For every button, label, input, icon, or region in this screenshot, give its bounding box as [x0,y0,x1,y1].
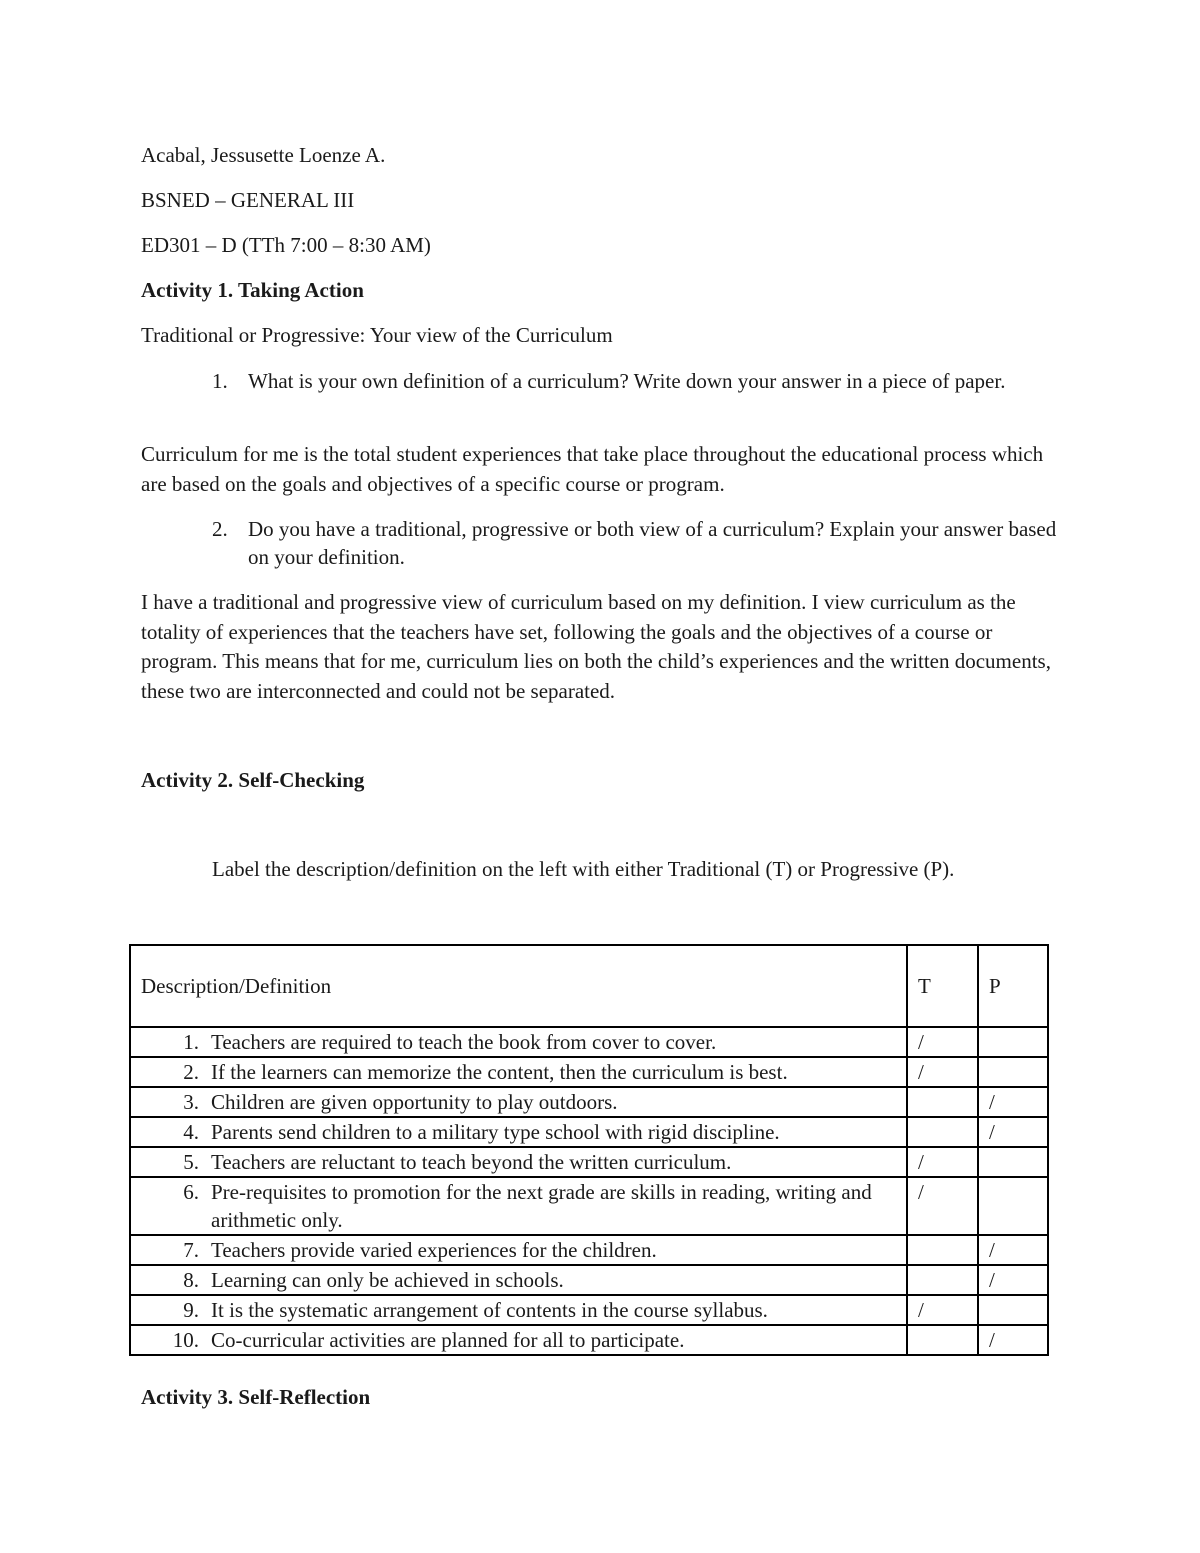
row-mark-p [978,1295,1048,1325]
question-2-text: Do you have a traditional, progressive or both view of a curriculum? Explain your answer based on your definition. [248,517,1057,569]
course-label: BSNED – GENERAL III [141,188,355,212]
row-description [130,1177,907,1235]
row-text: Pre-requisites to promotion for the next grade are skills in reading, writing and arithmetic only. [211,1180,872,1232]
row-number: 10. [172,1328,199,1352]
row-description [130,1235,907,1265]
row-mark-p [978,1147,1048,1177]
table-row [130,1147,1048,1177]
row-text: If the learners can memorize the content, then the curriculum is best. [211,1060,788,1084]
table-row [130,1265,1048,1295]
row-description [130,1265,907,1295]
table-row [130,1235,1048,1265]
activity1-subtitle: Traditional or Progressive: Your view of the Curriculum [141,323,613,347]
row-number: 2. [183,1060,199,1084]
table-row [130,1325,1048,1355]
self-checking-table [129,944,1049,1356]
question-1-text: What is your own definition of a curriculum? Write down your answer in a piece of paper. [248,369,1006,393]
row-description [130,1087,907,1117]
row-description [130,1295,907,1325]
row-text: Co-curricular activities are planned for all to participate. [211,1328,685,1352]
row-number: 1. [183,1030,199,1054]
table-row [130,1057,1048,1087]
header-description: Description/Definition [130,945,907,1027]
row-description [130,1147,907,1177]
row-mark-t [907,1117,978,1147]
row-description [130,1117,907,1147]
row-mark-t: / [907,1147,978,1177]
table-row [130,1295,1048,1325]
question-2-number: 2. [212,517,228,541]
row-mark-t [907,1087,978,1117]
row-text: It is the systematic arrangement of contents in the course syllabus. [211,1298,768,1322]
row-mark-p [978,1177,1048,1235]
table-row [130,1117,1048,1147]
row-number: 3. [183,1090,199,1114]
activity3-title: Activity 3. Self-Reflection [141,1385,371,1409]
row-mark-p: / [978,1117,1048,1147]
row-text: Learning can only be achieved in schools. [211,1268,564,1292]
row-mark-t: / [907,1027,978,1057]
header-t: T [907,945,978,1027]
answer-1: Curriculum for me is the total student experiences that take place throughout the educational process which are based on the goals and objectives of a specific course or program. [141,442,1044,496]
row-number: 7. [183,1238,199,1262]
row-mark-p: / [978,1087,1048,1117]
row-number: 8. [183,1268,199,1292]
header-p: P [978,945,1048,1027]
activity2-title: Activity 2. Self-Checking [141,768,365,792]
row-text: Teachers are reluctant to teach beyond the written curriculum. [211,1150,732,1174]
row-text: Teachers are required to teach the book from cover to cover. [211,1030,717,1054]
question-2 [212,515,1072,571]
row-text: Parents send children to a military type school with rigid discipline. [211,1120,780,1144]
row-mark-p [978,1057,1048,1087]
row-number: 4. [183,1120,199,1144]
row-text: Teachers provide varied experiences for the children. [211,1238,657,1262]
row-mark-p: / [978,1235,1048,1265]
question-1-number: 1. [212,369,228,393]
table-row [130,1177,1048,1235]
activity1-title: Activity 1. Taking Action [141,278,364,302]
row-mark-t: / [907,1177,978,1235]
row-description [130,1325,907,1355]
row-mark-p: / [978,1325,1048,1355]
section-label: ED301 – D (TTh 7:00 – 8:30 AM) [141,233,431,257]
row-mark-p [978,1027,1048,1057]
row-mark-t: / [907,1057,978,1087]
activity2-instruction: Label the description/definition on the left with either Traditional (T) or Progressive (P). [212,857,955,881]
student-name: Acabal, Jessusette Loenze A. [141,143,386,167]
question-1 [212,367,1072,395]
row-number: 6. [183,1180,199,1204]
row-number: 9. [183,1298,199,1322]
row-mark-t: / [907,1295,978,1325]
table-row [130,1027,1048,1057]
table-row [130,1087,1048,1117]
row-text: Children are given opportunity to play outdoors. [211,1090,618,1114]
row-description [130,1027,907,1057]
row-mark-t [907,1265,978,1295]
answer-2: I have a traditional and progressive view of curriculum based on my definition. I view curriculum as the totality of experiences that the teachers have set, following the goals and the objectives of a course or program. This means that for me, curriculum lies on both the child’s experiences and the written documents, these two are interconnected and could not be separated. [141,590,1051,703]
table-header-row [130,945,1048,1027]
row-number: 5. [183,1150,199,1174]
row-description [130,1057,907,1087]
row-mark-t [907,1235,978,1265]
row-mark-p: / [978,1265,1048,1295]
row-mark-t [907,1325,978,1355]
